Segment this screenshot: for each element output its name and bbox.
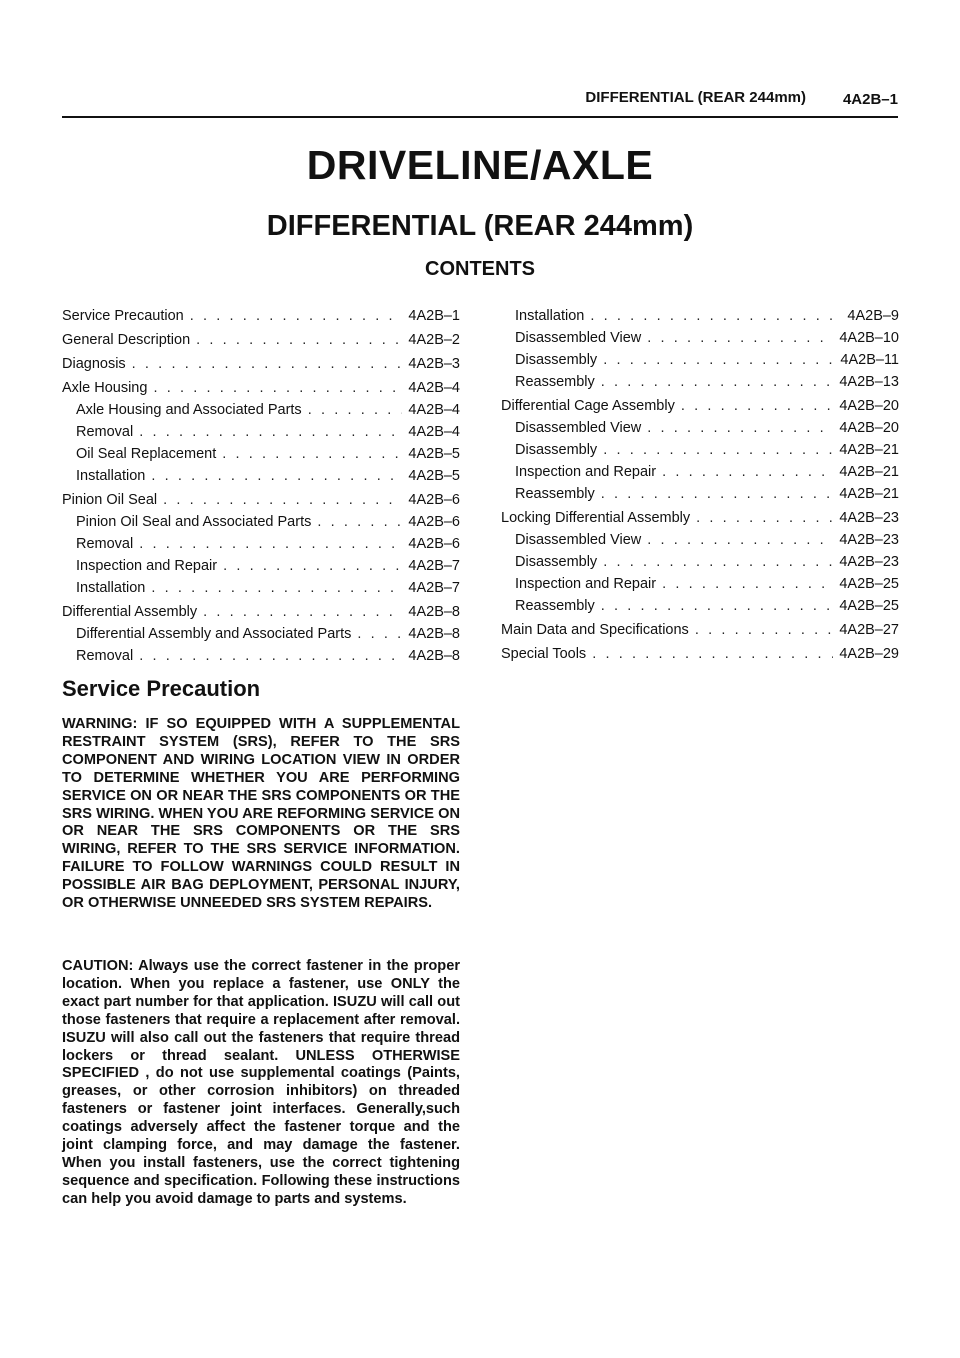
toc-entry-label: Removal: [76, 536, 134, 552]
toc-dot-leader: [139, 421, 402, 443]
toc-entry-label: Oil Seal Replacement: [76, 446, 217, 462]
toc-entry-page: 4A2B–8: [408, 604, 460, 620]
toc-dot-leader: [603, 439, 833, 461]
toc-entry-page: 4A2B–11: [840, 352, 899, 368]
toc-entry-page: 4A2B–21: [839, 442, 899, 458]
toc-dot-leader: [196, 329, 402, 351]
toc-entry-page: 4A2B–23: [839, 554, 899, 570]
toc-entry[interactable]: [501, 595, 899, 617]
toc-entry-label: General Description: [62, 332, 191, 348]
toc-entry-page: 4A2B–10: [839, 330, 899, 346]
service-precaution-heading: Service Precaution: [62, 676, 261, 701]
toc-dot-leader: [647, 327, 833, 349]
toc-dot-leader: [603, 349, 834, 371]
toc-dot-leader: [603, 551, 833, 573]
document-subtitle: DIFFERENTIAL (REAR 244mm): [266, 210, 694, 242]
toc-entry-page: 4A2B–7: [408, 580, 460, 596]
toc-dot-leader: [647, 529, 833, 551]
toc-dot-leader: [153, 377, 402, 399]
toc-entry-label: Differential Cage Assembly: [501, 398, 675, 414]
toc-entry-label: Reassembly: [515, 374, 595, 390]
toc-entry-page: 4A2B–6: [408, 492, 460, 508]
toc-entry[interactable]: [62, 533, 460, 555]
toc-entry[interactable]: [501, 507, 899, 529]
toc-entry-label: Special Tools: [501, 646, 587, 662]
toc-entry-page: 4A2B–2: [408, 332, 460, 348]
toc-entry-label: Pinion Oil Seal: [62, 492, 158, 508]
toc-entry[interactable]: [501, 573, 899, 595]
toc-left-column: [62, 305, 460, 667]
toc-entry[interactable]: [62, 399, 460, 421]
contents-heading: CONTENTS: [425, 258, 535, 280]
toc-entry[interactable]: [62, 601, 460, 623]
toc-entry-page: 4A2B–29: [839, 646, 899, 662]
toc-entry-page: 4A2B–1: [408, 308, 460, 324]
toc-entry[interactable]: [62, 511, 460, 533]
toc-dot-leader: [151, 577, 402, 599]
toc-entry[interactable]: [501, 417, 899, 439]
toc-entry-page: 4A2B–4: [408, 402, 460, 418]
toc-entry-label: Locking Differential Assembly: [501, 510, 691, 526]
toc-dot-leader: [190, 305, 403, 327]
toc-dot-leader: [163, 489, 402, 511]
toc-entry-label: Disassembly: [515, 554, 598, 570]
toc-entry-label: Inspection and Repair: [76, 558, 218, 574]
toc-entry-page: 4A2B–5: [408, 468, 460, 484]
toc-entry[interactable]: [501, 439, 899, 461]
page-header: [62, 86, 898, 118]
toc-entry-page: 4A2B–8: [408, 626, 460, 642]
toc-entry[interactable]: [501, 371, 899, 393]
toc-entry-label: Differential Assembly: [62, 604, 198, 620]
toc-entry[interactable]: [501, 643, 899, 665]
header-page-number: 4A2B–1: [842, 91, 898, 108]
toc-entry-page: 4A2B–27: [839, 622, 899, 638]
toc-entry-page: 4A2B–5: [408, 446, 460, 462]
toc-dot-leader: [601, 483, 834, 505]
toc-entry-label: Installation: [515, 308, 585, 324]
toc-entry[interactable]: [62, 329, 460, 351]
toc-entry-page: 4A2B–13: [839, 374, 899, 390]
toc-entry-page: 4A2B–6: [408, 536, 460, 552]
toc-dot-leader: [601, 371, 834, 393]
toc-entry-label: Removal: [76, 424, 134, 440]
toc-entry[interactable]: [501, 483, 899, 505]
toc-dot-leader: [139, 645, 402, 667]
toc-dot-leader: [151, 465, 402, 487]
toc-entry-label: Disassembly: [515, 442, 598, 458]
toc-entry-label: Axle Housing: [62, 380, 148, 396]
toc-entry-page: 4A2B–4: [408, 424, 460, 440]
toc-entry-page: 4A2B–20: [839, 420, 899, 436]
toc-dot-leader: [590, 305, 841, 327]
toc-entry-label: Installation: [76, 468, 146, 484]
toc-entry[interactable]: [62, 489, 460, 511]
toc-entry-label: Inspection and Repair: [515, 576, 657, 592]
toc-entry-label: Disassembled View: [515, 420, 642, 436]
toc-entry-page: 4A2B–9: [847, 308, 899, 324]
toc-entry-label: Diagnosis: [62, 356, 126, 372]
toc-dot-leader: [681, 395, 834, 417]
toc-entry-label: Axle Housing and Associated Parts: [76, 402, 302, 418]
toc-entry[interactable]: [62, 421, 460, 443]
toc-dot-leader: [592, 643, 833, 665]
toc-dot-leader: [222, 443, 402, 465]
toc-dot-leader: [317, 511, 402, 533]
toc-entry-label: Inspection and Repair: [515, 464, 657, 480]
toc-entry-label: Differential Assembly and Associated Parts: [76, 626, 352, 642]
toc-entry[interactable]: [501, 305, 899, 327]
toc-entry[interactable]: [62, 623, 460, 645]
warning-paragraph: WARNING: IF SO EQUIPPED WITH A SUPPLEMENTAL RESTRAINT SYSTEM (SRS), REFER TO THE SRS COMPONENT AND WIRING LOCATION VIEW IN ORDER TO DETERMINE WHETHER YOU ARE PERFORMING SERVICE ON OR NEAR THE SRS COMPONENTS OR THE SRS WIRING. WHEN YOU ARE REFORMING SERVICE ON OR NEAR THE SRS COMPONENTS OR THE SRS WIRING, REFER TO THE SRS SERVICE INFORMATION. FAILURE TO FOLLOW WARNINGS COULD RESULT IN POSSIBLE AIR BAG DEPLOYMENT, PERSONAL INJURY, OR OTHERWISE UNNEEDED SRS SYSTEM REPAIRS.: [62, 716, 460, 912]
toc-dot-leader: [647, 417, 833, 439]
toc-entry[interactable]: [501, 461, 899, 483]
toc-entry[interactable]: [62, 353, 460, 375]
toc-entry-label: Removal: [76, 648, 134, 664]
toc-entry-page: 4A2B–4: [408, 380, 460, 396]
toc-entry-page: 4A2B–23: [839, 510, 899, 526]
toc-dot-leader: [223, 555, 402, 577]
toc-entry[interactable]: [62, 555, 460, 577]
toc-entry-page: 4A2B–20: [839, 398, 899, 414]
toc-entry-page: 4A2B–8: [408, 648, 460, 664]
toc-entry[interactable]: [62, 377, 460, 399]
toc-entry[interactable]: [501, 619, 899, 641]
toc-entry[interactable]: [62, 443, 460, 465]
toc-entry[interactable]: [501, 395, 899, 417]
toc-dot-leader: [662, 461, 833, 483]
toc-entry[interactable]: [62, 465, 460, 487]
toc-entry-label: Disassembly: [515, 352, 598, 368]
toc-entry-label: Main Data and Specifications: [501, 622, 689, 638]
toc-entry-label: Reassembly: [515, 486, 595, 502]
toc-entry[interactable]: [501, 529, 899, 551]
toc-entry-page: 4A2B–6: [408, 514, 460, 530]
toc-entry-page: 4A2B–25: [839, 576, 899, 592]
toc-dot-leader: [695, 619, 834, 641]
caution-paragraph: CAUTION: Always use the correct fastener in the proper location. When you replace a fastener, use ONLY the exact part number for that application. ISUZU will call out those fasteners that require a replacement after removal. ISUZU will also call out the fasteners that require thread lockers or thread sealant. UNLESS OTHERWISE SPECIFIED , do not use supplemental coatings (Paints, greases, or other corrosion inhibitors) on threaded fasteners or fastener joint interfaces. Generally,such coatings adversely affect the fastener torque and the joint clamping force, and may damage the fastener. When you install fasteners, use the correct tightening sequence and specification. Following these instructions can help you avoid damage to parts and systems.: [62, 958, 460, 1207]
toc-entry[interactable]: [501, 349, 899, 371]
toc-entry-label: Pinion Oil Seal and Associated Parts: [76, 514, 312, 530]
toc-entry-label: Reassembly: [515, 598, 595, 614]
toc-entry-page: 4A2B–3: [408, 356, 460, 372]
toc-right-column: [501, 305, 899, 665]
toc-entry-label: Installation: [76, 580, 146, 596]
toc-entry-label: Disassembled View: [515, 330, 642, 346]
toc-dot-leader: [601, 595, 834, 617]
toc-entry[interactable]: [62, 645, 460, 667]
toc-entry[interactable]: [62, 305, 460, 327]
toc-entry[interactable]: [62, 577, 460, 599]
toc-entry-label: Disassembled View: [515, 532, 642, 548]
toc-dot-leader: [357, 623, 402, 645]
toc-entry-page: 4A2B–23: [839, 532, 899, 548]
toc-dot-leader: [696, 507, 833, 529]
toc-dot-leader: [132, 353, 403, 375]
toc-entry-page: 4A2B–21: [839, 464, 899, 480]
header-section-title: DIFFERENTIAL (REAR 244mm): [585, 89, 806, 106]
toc-entry-page: 4A2B–25: [839, 598, 899, 614]
toc-entry[interactable]: [501, 327, 899, 349]
toc-entry[interactable]: [501, 551, 899, 573]
toc-dot-leader: [139, 533, 402, 555]
toc-entry-label: Service Precaution: [62, 308, 184, 324]
toc-dot-leader: [662, 573, 833, 595]
document-title: DRIVELINE/AXLE: [306, 142, 654, 188]
toc-dot-leader: [308, 399, 403, 421]
toc-entry-page: 4A2B–7: [408, 558, 460, 574]
toc-dot-leader: [203, 601, 402, 623]
toc-entry-page: 4A2B–21: [839, 486, 899, 502]
